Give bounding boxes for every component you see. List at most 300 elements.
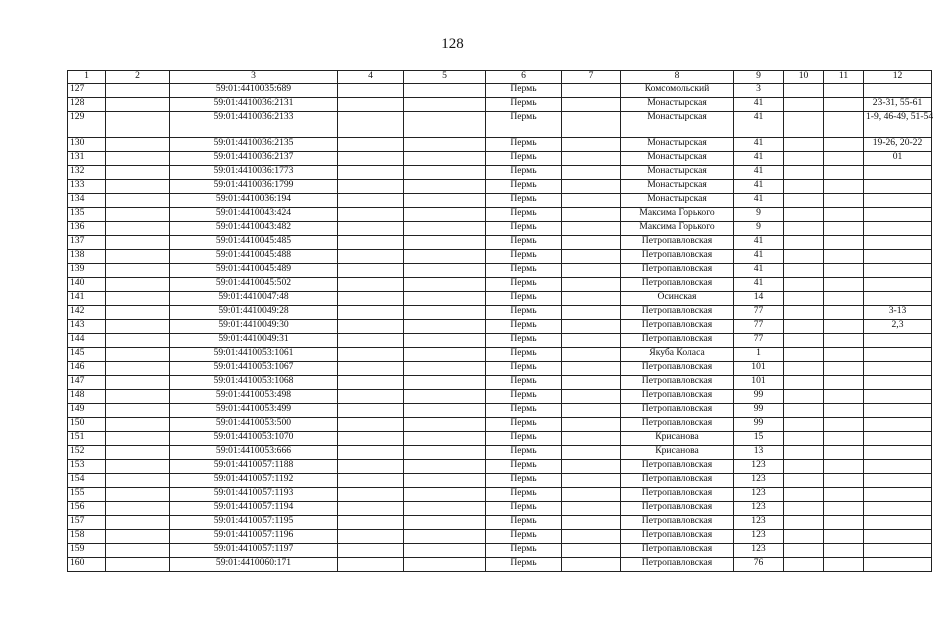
empty-cell [824, 180, 864, 194]
empty-cell [106, 306, 170, 320]
row-number-cell: 133 [68, 180, 106, 194]
empty-cell [824, 166, 864, 180]
empty-cell [404, 334, 486, 348]
empty-cell [338, 112, 404, 138]
empty-cell [404, 390, 486, 404]
empty-cell [824, 334, 864, 348]
empty-cell [562, 166, 621, 180]
empty-cell [338, 516, 404, 530]
city-cell: Пермь [486, 112, 562, 138]
empty-cell [404, 236, 486, 250]
city-cell: Пермь [486, 348, 562, 362]
table-row [68, 362, 932, 376]
empty-cell [404, 446, 486, 460]
row-number-cell: 143 [68, 320, 106, 334]
cadastral-number-cell: 59:01:4410036:2137 [170, 152, 338, 166]
house-number-cell: 1 [734, 348, 784, 362]
empty-cell [824, 558, 864, 572]
city-cell: Пермь [486, 292, 562, 306]
empty-cell [338, 530, 404, 544]
apartments-cell [864, 502, 932, 516]
empty-cell [824, 502, 864, 516]
city-cell: Пермь [486, 334, 562, 348]
row-number-cell: 130 [68, 138, 106, 152]
apartments-cell [864, 446, 932, 460]
empty-cell [784, 222, 824, 236]
empty-cell [106, 348, 170, 362]
empty-cell [562, 362, 621, 376]
page-number: 128 [441, 36, 464, 52]
apartments-cell [864, 558, 932, 572]
house-number-cell: 41 [734, 138, 784, 152]
empty-cell [404, 292, 486, 306]
cadastral-number-cell: 59:01:4410043:482 [170, 222, 338, 236]
empty-cell [824, 348, 864, 362]
table-row [68, 516, 932, 530]
row-number-cell: 144 [68, 334, 106, 348]
empty-cell [824, 250, 864, 264]
empty-cell [404, 362, 486, 376]
empty-cell [824, 112, 864, 138]
house-number-cell: 41 [734, 166, 784, 180]
empty-cell [824, 432, 864, 446]
empty-cell [106, 432, 170, 446]
apartments-cell [864, 488, 932, 502]
apartments-cell [864, 264, 932, 278]
empty-cell [562, 334, 621, 348]
column-number-row [68, 71, 932, 84]
empty-cell [824, 98, 864, 112]
city-cell: Пермь [486, 432, 562, 446]
city-cell: Пермь [486, 264, 562, 278]
empty-cell [106, 544, 170, 558]
empty-cell [106, 446, 170, 460]
street-cell: Петропавловская [621, 376, 734, 390]
table-row [68, 306, 932, 320]
street-cell: Петропавловская [621, 530, 734, 544]
empty-cell [824, 84, 864, 98]
city-cell: Пермь [486, 404, 562, 418]
apartments-cell [864, 362, 932, 376]
street-cell: Монастырская [621, 98, 734, 112]
street-cell: Петропавловская [621, 362, 734, 376]
house-number-cell: 101 [734, 376, 784, 390]
column-header: 4 [338, 71, 404, 84]
house-number-cell: 41 [734, 180, 784, 194]
apartments-cell [864, 250, 932, 264]
empty-cell [338, 152, 404, 166]
row-number-cell: 132 [68, 166, 106, 180]
empty-cell [562, 292, 621, 306]
empty-cell [338, 390, 404, 404]
street-cell: Петропавловская [621, 460, 734, 474]
apartments-cell [864, 166, 932, 180]
empty-cell [562, 474, 621, 488]
street-cell: Монастырская [621, 138, 734, 152]
table-row [68, 320, 932, 334]
empty-cell [106, 292, 170, 306]
house-number-cell: 77 [734, 320, 784, 334]
empty-cell [784, 348, 824, 362]
row-number-cell: 147 [68, 376, 106, 390]
table-row [68, 112, 932, 138]
city-cell: Пермь [486, 488, 562, 502]
empty-cell [106, 530, 170, 544]
cadastral-number-cell: 59:01:4410053:1070 [170, 432, 338, 446]
table-row [68, 250, 932, 264]
empty-cell [784, 516, 824, 530]
column-header: 9 [734, 71, 784, 84]
row-number-cell: 137 [68, 236, 106, 250]
apartments-cell [864, 530, 932, 544]
row-number-cell: 155 [68, 488, 106, 502]
empty-cell [562, 418, 621, 432]
street-cell: Монастырская [621, 152, 734, 166]
empty-cell [404, 222, 486, 236]
cadastral-number-cell: 59:01:4410036:194 [170, 194, 338, 208]
street-cell: Петропавловская [621, 320, 734, 334]
empty-cell [106, 376, 170, 390]
table-row [68, 208, 932, 222]
table-row [68, 474, 932, 488]
apartments-cell: 19-26, 20-22 [864, 138, 932, 152]
empty-cell [106, 112, 170, 138]
empty-cell [784, 376, 824, 390]
house-number-cell: 123 [734, 516, 784, 530]
column-header: 7 [562, 71, 621, 84]
empty-cell [562, 376, 621, 390]
empty-cell [562, 544, 621, 558]
empty-cell [824, 138, 864, 152]
empty-cell [338, 348, 404, 362]
cadastral-number-cell: 59:01:4410053:499 [170, 404, 338, 418]
empty-cell [338, 446, 404, 460]
apartments-cell [864, 84, 932, 98]
empty-cell [562, 390, 621, 404]
empty-cell [106, 264, 170, 278]
city-cell: Пермь [486, 278, 562, 292]
apartments-cell [864, 334, 932, 348]
table-row [68, 236, 932, 250]
table-row [68, 460, 932, 474]
empty-cell [784, 306, 824, 320]
empty-cell [562, 404, 621, 418]
apartments-cell [864, 222, 932, 236]
empty-cell [106, 390, 170, 404]
apartments-cell: 01 [864, 152, 932, 166]
city-cell: Пермь [486, 446, 562, 460]
city-cell: Пермь [486, 222, 562, 236]
cadastral-number-cell: 59:01:4410057:1197 [170, 544, 338, 558]
street-cell: Петропавловская [621, 488, 734, 502]
row-number-cell: 134 [68, 194, 106, 208]
apartments-cell [864, 194, 932, 208]
city-cell: Пермь [486, 474, 562, 488]
table-row [68, 278, 932, 292]
street-cell: Монастырская [621, 180, 734, 194]
house-number-cell: 99 [734, 404, 784, 418]
street-cell: Петропавловская [621, 250, 734, 264]
house-number-cell: 41 [734, 98, 784, 112]
empty-cell [338, 166, 404, 180]
city-cell: Пермь [486, 558, 562, 572]
house-number-cell: 123 [734, 460, 784, 474]
row-number-cell: 145 [68, 348, 106, 362]
empty-cell [562, 264, 621, 278]
apartments-cell [864, 348, 932, 362]
row-number-cell: 148 [68, 390, 106, 404]
row-number-cell: 141 [68, 292, 106, 306]
cadastral-number-cell: 59:01:4410053:1068 [170, 376, 338, 390]
street-cell: Петропавловская [621, 404, 734, 418]
table-row [68, 152, 932, 166]
street-cell: Комсомольский [621, 84, 734, 98]
row-number-cell: 142 [68, 306, 106, 320]
cadastral-number-cell: 59:01:4410036:1773 [170, 166, 338, 180]
house-number-cell: 99 [734, 390, 784, 404]
cadastral-number-cell: 59:01:4410035:689 [170, 84, 338, 98]
cadastral-number-cell: 59:01:4410045:489 [170, 264, 338, 278]
house-number-cell: 123 [734, 544, 784, 558]
row-number-cell: 152 [68, 446, 106, 460]
table-row [68, 446, 932, 460]
empty-cell [106, 98, 170, 112]
empty-cell [562, 432, 621, 446]
empty-cell [106, 488, 170, 502]
empty-cell [562, 180, 621, 194]
street-cell: Петропавловская [621, 306, 734, 320]
house-number-cell: 41 [734, 250, 784, 264]
empty-cell [784, 460, 824, 474]
street-cell: Петропавловская [621, 390, 734, 404]
table-row [68, 84, 932, 98]
empty-cell [784, 194, 824, 208]
empty-cell [404, 474, 486, 488]
apartments-cell [864, 236, 932, 250]
cadastral-number-cell: 59:01:4410057:1195 [170, 516, 338, 530]
row-number-cell: 127 [68, 84, 106, 98]
empty-cell [106, 516, 170, 530]
empty-cell [784, 390, 824, 404]
house-number-cell: 13 [734, 446, 784, 460]
empty-cell [562, 138, 621, 152]
empty-cell [824, 530, 864, 544]
apartments-cell [864, 292, 932, 306]
empty-cell [784, 250, 824, 264]
apartments-cell [864, 474, 932, 488]
empty-cell [562, 112, 621, 138]
city-cell: Пермь [486, 166, 562, 180]
empty-cell [404, 250, 486, 264]
row-number-cell: 150 [68, 418, 106, 432]
table-row [68, 432, 932, 446]
street-cell: Петропавловская [621, 516, 734, 530]
house-number-cell: 123 [734, 502, 784, 516]
empty-cell [404, 460, 486, 474]
table-row [68, 390, 932, 404]
street-cell: Петропавловская [621, 418, 734, 432]
empty-cell [784, 112, 824, 138]
table-row [68, 544, 932, 558]
empty-cell [106, 558, 170, 572]
registry-table [67, 70, 932, 572]
house-number-cell: 41 [734, 112, 784, 138]
empty-cell [824, 362, 864, 376]
empty-cell [562, 530, 621, 544]
empty-cell [404, 418, 486, 432]
empty-cell [824, 376, 864, 390]
row-number-cell: 135 [68, 208, 106, 222]
empty-cell [106, 180, 170, 194]
empty-cell [784, 138, 824, 152]
empty-cell [338, 278, 404, 292]
column-header: 1 [68, 71, 106, 84]
apartments-cell [864, 180, 932, 194]
column-header: 3 [170, 71, 338, 84]
column-header: 5 [404, 71, 486, 84]
empty-cell [404, 348, 486, 362]
empty-cell [562, 488, 621, 502]
cadastral-number-cell: 59:01:4410036:2133 [170, 112, 338, 138]
house-number-cell: 77 [734, 306, 784, 320]
empty-cell [106, 250, 170, 264]
empty-cell [106, 152, 170, 166]
row-number-cell: 154 [68, 474, 106, 488]
empty-cell [404, 208, 486, 222]
house-number-cell: 77 [734, 334, 784, 348]
column-header: 10 [784, 71, 824, 84]
empty-cell [106, 320, 170, 334]
apartments-cell [864, 418, 932, 432]
row-number-cell: 160 [68, 558, 106, 572]
house-number-cell: 99 [734, 418, 784, 432]
house-number-cell: 41 [734, 264, 784, 278]
empty-cell [784, 418, 824, 432]
street-cell: Якуба Коласа [621, 348, 734, 362]
empty-cell [338, 84, 404, 98]
empty-cell [824, 306, 864, 320]
empty-cell [106, 278, 170, 292]
cadastral-number-cell: 59:01:4410060:171 [170, 558, 338, 572]
apartments-cell [864, 516, 932, 530]
column-header: 12 [864, 71, 932, 84]
empty-cell [404, 138, 486, 152]
empty-cell [824, 488, 864, 502]
house-number-cell: 76 [734, 558, 784, 572]
street-cell: Петропавловская [621, 278, 734, 292]
house-number-cell: 15 [734, 432, 784, 446]
empty-cell [404, 516, 486, 530]
empty-cell [338, 334, 404, 348]
empty-cell [784, 278, 824, 292]
row-number-cell: 129 [68, 112, 106, 138]
empty-cell [784, 432, 824, 446]
empty-cell [404, 264, 486, 278]
table-row [68, 180, 932, 194]
registry-body [68, 84, 932, 572]
empty-cell [824, 320, 864, 334]
empty-cell [562, 208, 621, 222]
empty-cell [404, 152, 486, 166]
city-cell: Пермь [486, 418, 562, 432]
empty-cell [338, 264, 404, 278]
city-cell: Пермь [486, 460, 562, 474]
empty-cell [562, 502, 621, 516]
city-cell: Пермь [486, 530, 562, 544]
cadastral-number-cell: 59:01:4410057:1188 [170, 460, 338, 474]
empty-cell [338, 222, 404, 236]
empty-cell [404, 488, 486, 502]
empty-cell [404, 558, 486, 572]
apartments-cell [864, 404, 932, 418]
empty-cell [106, 460, 170, 474]
apartments-cell [864, 460, 932, 474]
street-cell: Крисанова [621, 446, 734, 460]
empty-cell [824, 390, 864, 404]
empty-cell [824, 208, 864, 222]
empty-cell [106, 502, 170, 516]
city-cell: Пермь [486, 236, 562, 250]
empty-cell [824, 222, 864, 236]
apartments-cell [864, 432, 932, 446]
city-cell: Пермь [486, 250, 562, 264]
cadastral-number-cell: 59:01:4410053:498 [170, 390, 338, 404]
house-number-cell: 14 [734, 292, 784, 306]
street-cell: Петропавловская [621, 334, 734, 348]
empty-cell [824, 404, 864, 418]
empty-cell [106, 474, 170, 488]
empty-cell [404, 376, 486, 390]
empty-cell [338, 544, 404, 558]
cadastral-number-cell: 59:01:4410036:2131 [170, 98, 338, 112]
city-cell: Пермь [486, 152, 562, 166]
row-number-cell: 138 [68, 250, 106, 264]
empty-cell [824, 292, 864, 306]
table-row [68, 558, 932, 572]
house-number-cell: 41 [734, 278, 784, 292]
empty-cell [784, 334, 824, 348]
empty-cell [562, 558, 621, 572]
city-cell: Пермь [486, 84, 562, 98]
empty-cell [404, 194, 486, 208]
house-number-cell: 123 [734, 474, 784, 488]
street-cell: Монастырская [621, 194, 734, 208]
city-cell: Пермь [486, 138, 562, 152]
cadastral-number-cell: 59:01:4410053:666 [170, 446, 338, 460]
street-cell: Осинская [621, 292, 734, 306]
row-number-cell: 156 [68, 502, 106, 516]
street-cell: Петропавловская [621, 544, 734, 558]
empty-cell [338, 460, 404, 474]
empty-cell [338, 208, 404, 222]
table-row [68, 222, 932, 236]
city-cell: Пермь [486, 306, 562, 320]
apartments-cell [864, 390, 932, 404]
empty-cell [824, 460, 864, 474]
street-cell: Петропавловская [621, 474, 734, 488]
table-row [68, 530, 932, 544]
cadastral-number-cell: 59:01:4410049:28 [170, 306, 338, 320]
empty-cell [106, 194, 170, 208]
empty-cell [338, 292, 404, 306]
cadastral-number-cell: 59:01:4410045:485 [170, 236, 338, 250]
empty-cell [824, 474, 864, 488]
house-number-cell: 123 [734, 488, 784, 502]
cadastral-number-cell: 59:01:4410043:424 [170, 208, 338, 222]
empty-cell [106, 84, 170, 98]
house-number-cell: 41 [734, 236, 784, 250]
empty-cell [824, 516, 864, 530]
